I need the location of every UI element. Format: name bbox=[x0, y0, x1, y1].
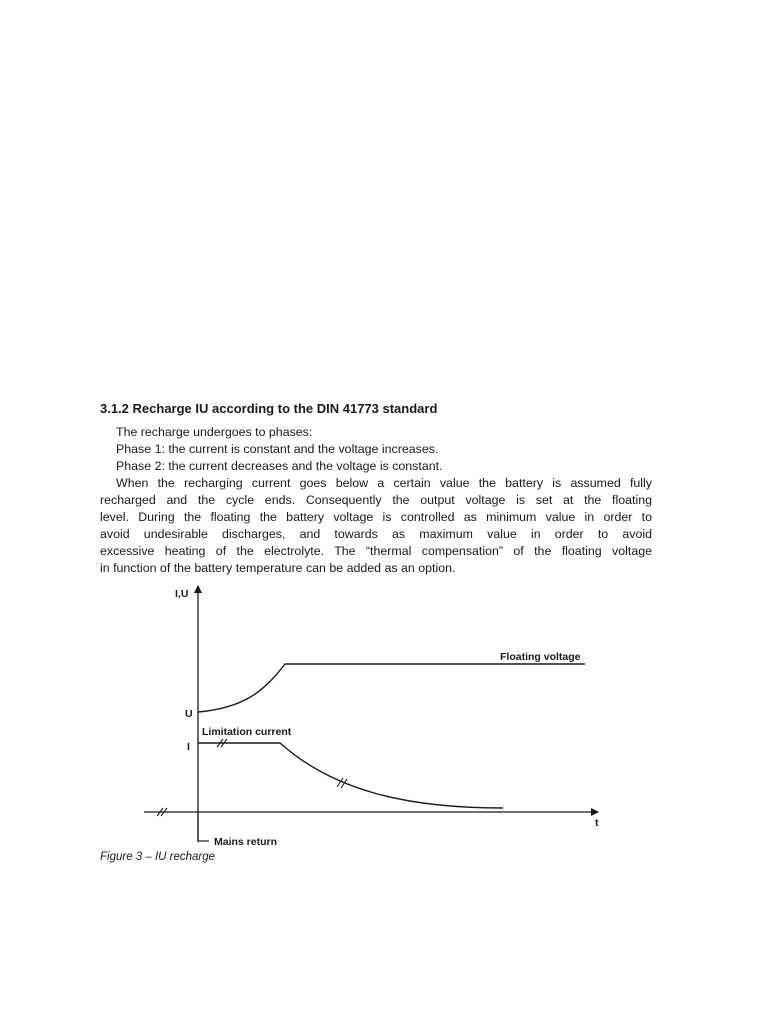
text-line: in function of the battery temperature can be added as an option. bbox=[100, 561, 456, 575]
x-axis-label: t bbox=[595, 817, 599, 829]
u-label: U bbox=[185, 708, 193, 720]
current-curve bbox=[198, 743, 503, 808]
text-line: avoid undesirable discharges, and towards as maximum value in order to avoid bbox=[100, 527, 652, 541]
limitation-current-label: Limitation current bbox=[202, 726, 292, 738]
i-label: I bbox=[187, 741, 190, 753]
body-paragraph bbox=[100, 424, 652, 577]
floating-voltage-label: Floating voltage bbox=[500, 651, 581, 663]
text-line: Phase 2: the current decreases and the voltage is constant. bbox=[116, 459, 443, 473]
iu-recharge-diagram bbox=[130, 580, 620, 855]
text-line: When the recharging current goes below a certain value the battery is assumed fully bbox=[116, 476, 652, 490]
y-axis-label: I,U bbox=[175, 588, 189, 600]
figure-caption: Figure 3 – IU recharge bbox=[100, 851, 216, 863]
section-heading: 3.1.2 Recharge IU according to the DIN 41773 standard bbox=[100, 401, 438, 416]
text-line: excessive heating of the electrolyte. The “thermal compensation” of the floating voltage bbox=[100, 544, 652, 558]
text-line: recharged and the cycle ends. Consequently the output voltage is set at the floating bbox=[100, 493, 652, 507]
text-line: The recharge undergoes to phases: bbox=[116, 425, 313, 439]
mains-return-label: Mains return bbox=[214, 836, 278, 848]
text-line: Phase 1: the current is constant and the voltage increases. bbox=[116, 442, 439, 456]
voltage-curve bbox=[198, 664, 585, 712]
text-line: level. During the floating the battery voltage is controlled as minimum value in order to bbox=[100, 510, 652, 524]
